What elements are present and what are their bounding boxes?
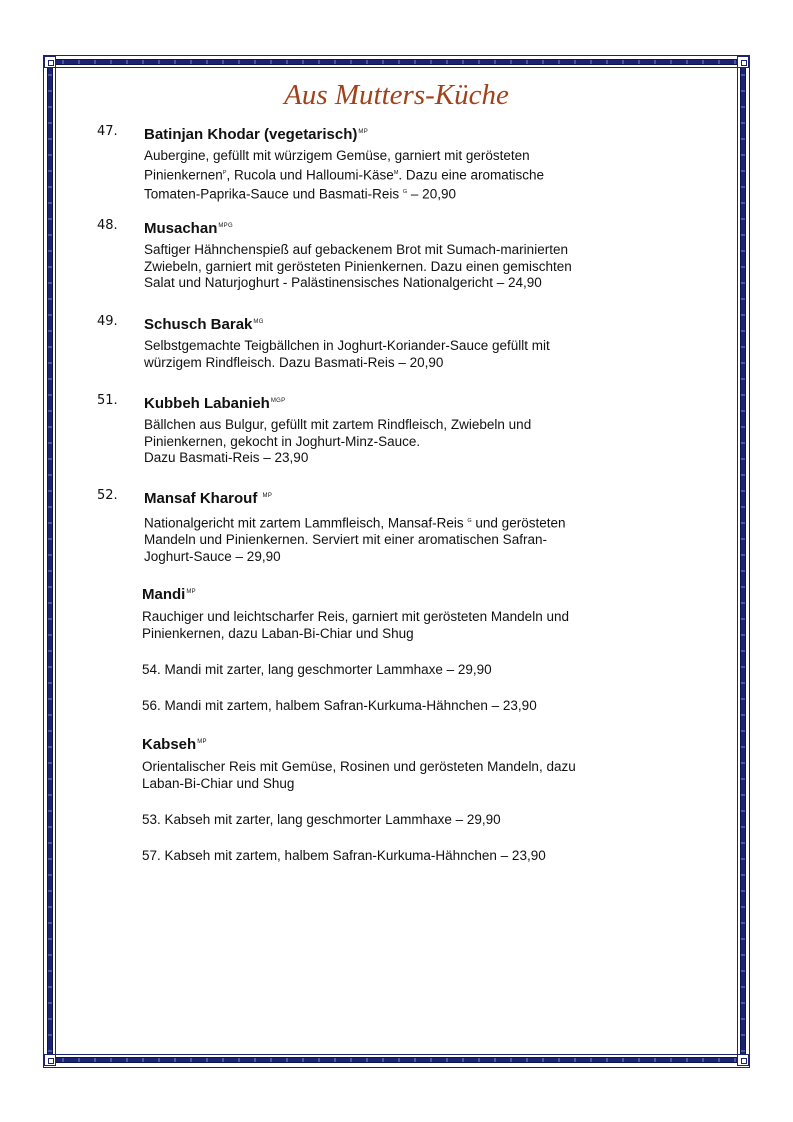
dish-name-text: Kubbeh Labanieh bbox=[144, 395, 270, 412]
allergen-codes: MP bbox=[358, 129, 368, 135]
description-line: Aubergine, gefüllt mit würzigem Gemüse, garniert mit gerösteten bbox=[144, 148, 530, 163]
dish-number: 49. bbox=[97, 314, 118, 329]
description-line: Saftiger Hähnchenspieß auf gebackenem Brot mit Sumach-marinierten bbox=[144, 242, 568, 257]
allergen-mark: G bbox=[402, 188, 408, 195]
description-fragment: Tomaten-Paprika-Sauce und Basmati-Reis bbox=[144, 186, 400, 201]
page-border-top bbox=[48, 59, 745, 65]
description-fragment: . Dazu eine aromatische bbox=[398, 167, 544, 182]
section-description bbox=[142, 759, 642, 792]
dish-name bbox=[144, 217, 233, 238]
menu-option: 54. Mandi mit zarter, lang geschmorter Lammhaxe – 29,90 bbox=[142, 662, 492, 677]
dish-name bbox=[144, 313, 264, 334]
description-line: Orientalischer Reis mit Gemüse, Rosinen und gerösteten Mandeln, dazu bbox=[142, 759, 576, 774]
allergen-codes: MP bbox=[197, 739, 207, 745]
dish-number: 52. bbox=[97, 488, 118, 503]
allergen-mark: P bbox=[222, 169, 227, 176]
description-line: Mandeln und Pinienkernen. Serviert mit einer aromatischen Safran- bbox=[144, 532, 547, 547]
allergen-codes: MGP bbox=[270, 398, 286, 404]
description-line: Laban-Bi-Chiar und Shug bbox=[142, 775, 295, 791]
description-line: Selbstgemachte Teigbällchen in Joghurt-Koriander-Sauce gefüllt mit bbox=[144, 338, 550, 353]
dish-description bbox=[144, 417, 644, 467]
dish-description bbox=[144, 513, 644, 565]
section-heading-text: Kabseh bbox=[142, 736, 197, 753]
description-line bbox=[144, 513, 644, 532]
dish-name bbox=[144, 487, 272, 508]
section-heading-kabseh bbox=[142, 733, 207, 754]
description-fragment: und gerösteten bbox=[471, 515, 566, 531]
allergen-mark: G bbox=[467, 518, 472, 524]
page-border-left bbox=[47, 60, 53, 1063]
description-line: Rauchiger und leichtscharfer Reis, garniert mit gerösteten Mandeln und bbox=[142, 609, 569, 624]
allergen-codes: MP bbox=[262, 493, 273, 499]
dish-number: 51. bbox=[97, 393, 118, 408]
description-line: Salat und Naturjoghurt - Palästinensisches Nationalgericht – 24,90 bbox=[144, 275, 542, 290]
page-border-bottom bbox=[48, 1057, 745, 1063]
border-corner-ornament bbox=[44, 56, 56, 68]
description-fragment: – 20,90 bbox=[407, 186, 456, 201]
section-description bbox=[142, 609, 642, 642]
allergen-mark: M bbox=[393, 169, 399, 176]
dish-description bbox=[144, 338, 644, 371]
description-line: Bällchen aus Bulgur, gefüllt mit zartem Rindfleisch, Zwiebeln und bbox=[144, 417, 532, 432]
border-corner-ornament bbox=[44, 1054, 56, 1066]
dish-name-text: Schusch Barak bbox=[144, 316, 253, 333]
section-heading-mandi bbox=[142, 583, 196, 604]
page-title: Aus Mutters-Küche bbox=[284, 79, 509, 111]
description-line: Pinienkernen, gekocht in Joghurt-Minz-Sauce. bbox=[144, 433, 421, 449]
description-line: Dazu Basmati-Reis – 23,90 bbox=[144, 450, 309, 465]
description-line: würzigem Rindfleisch. Dazu Basmati-Reis – 20,90 bbox=[144, 354, 444, 370]
dish-number: 47. bbox=[97, 124, 118, 139]
description-fragment: Pinienkernen bbox=[144, 167, 223, 182]
menu-option: 56. Mandi mit zartem, halbem Safran-Kurkuma-Hähnchen – 23,90 bbox=[142, 698, 537, 713]
allergen-codes: MPG bbox=[218, 223, 233, 229]
menu-option: 57. Kabseh mit zartem, halbem Safran-Kurkuma-Hähnchen – 23,90 bbox=[142, 848, 546, 863]
dish-name bbox=[144, 392, 285, 413]
description-line: Joghurt-Sauce – 29,90 bbox=[144, 548, 281, 564]
dish-name bbox=[144, 123, 368, 144]
border-corner-ornament bbox=[737, 56, 749, 68]
allergen-codes: MG bbox=[253, 319, 264, 325]
dish-name-text: Musachan bbox=[144, 220, 218, 237]
dish-number: 48. bbox=[97, 218, 118, 233]
description-line: Pinienkernen, dazu Laban-Bi-Chiar und Shug bbox=[142, 625, 414, 641]
dish-name-text: Batinjan Khodar (vegetarisch) bbox=[144, 126, 358, 143]
description-fragment: , Rucola und Halloumi-Käse bbox=[226, 167, 394, 182]
dish-description bbox=[144, 242, 644, 292]
description-line bbox=[144, 165, 644, 184]
allergen-codes: MP bbox=[186, 589, 196, 595]
dish-name-text: Mansaf Kharouf bbox=[144, 490, 258, 507]
page-border-right bbox=[740, 60, 746, 1063]
menu-option: 53. Kabseh mit zarter, lang geschmorter Lammhaxe – 29,90 bbox=[142, 812, 501, 827]
border-corner-ornament bbox=[737, 1054, 749, 1066]
description-fragment: Nationalgericht mit zartem Lammfleisch, Mansaf-Reis bbox=[144, 515, 464, 531]
dish-description bbox=[144, 148, 644, 203]
section-heading-text: Mandi bbox=[142, 586, 186, 603]
description-line: Zwiebeln, garniert mit gerösteten Pinienkernen. Dazu einen gemischten bbox=[144, 258, 572, 274]
description-line bbox=[144, 184, 644, 203]
